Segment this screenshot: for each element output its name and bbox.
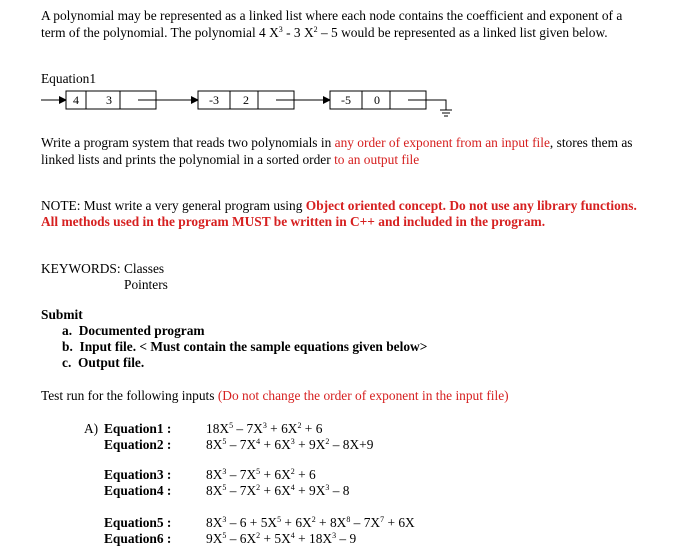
exponent: 7 bbox=[380, 515, 385, 524]
term-text: + 6X bbox=[384, 515, 415, 530]
keywords-label: KEYWORDS: Classes bbox=[41, 261, 165, 276]
exponent: 5 bbox=[277, 515, 282, 524]
term-text: 8X bbox=[206, 515, 223, 530]
exponent: 3 bbox=[262, 421, 267, 430]
exponent: 5 bbox=[222, 483, 227, 492]
task-line-1-red: any order of exponent from an input file bbox=[334, 135, 550, 150]
node-1-coef: 4 bbox=[73, 93, 79, 107]
submit-title: Submit bbox=[41, 307, 83, 322]
exponent: 2 bbox=[256, 531, 261, 540]
term-text: + 6X bbox=[260, 467, 291, 482]
intro-line-2-pre: term of the polynomial. The polynomial 4 X bbox=[41, 25, 279, 40]
exponent: 3 bbox=[332, 531, 337, 540]
intro-exp-2: 2 bbox=[313, 25, 318, 34]
exponent: 5 bbox=[256, 467, 261, 476]
testrun-red: (Do not change the order of exponent in the input file) bbox=[217, 388, 509, 403]
eq5-expression bbox=[206, 515, 415, 531]
submit-item-b bbox=[62, 339, 427, 355]
node-2-exp: 2 bbox=[243, 93, 249, 107]
term-text: – 6X bbox=[226, 531, 257, 546]
node-3-exp: 0 bbox=[374, 93, 380, 107]
note-line-2: All methods used in the program MUST be written in C++ and included in the program. bbox=[41, 214, 546, 229]
node-1 bbox=[66, 91, 198, 109]
term-text: – 7X bbox=[226, 483, 257, 498]
exponent: 5 bbox=[222, 531, 227, 540]
eq1-label bbox=[104, 421, 171, 437]
term-text: + 6X bbox=[281, 515, 312, 530]
term-text: – 7X bbox=[226, 467, 257, 482]
eq5-colon: : bbox=[166, 515, 172, 530]
exponent: 3 bbox=[325, 483, 330, 492]
note-red-1: Object oriented concept. Do not use any library functions. bbox=[305, 198, 637, 213]
term-text: 8X bbox=[206, 467, 223, 482]
term-text: + 9X bbox=[294, 483, 326, 498]
exponent: 5 bbox=[229, 421, 234, 430]
node-2-coef: -3 bbox=[209, 93, 219, 107]
submit-text-a: Documented program bbox=[78, 323, 205, 338]
exponent: 4 bbox=[290, 531, 295, 540]
eq2-colon: : bbox=[166, 437, 172, 452]
term-text: – 6 + 5X bbox=[226, 515, 278, 530]
term-text: + 9X bbox=[294, 437, 326, 452]
term-text: 18X bbox=[206, 421, 230, 436]
term-text: – 7X bbox=[233, 421, 263, 436]
eq6-expression bbox=[206, 531, 356, 547]
term-text: + 6 bbox=[301, 421, 323, 436]
term-text: 8X bbox=[206, 483, 223, 498]
intro-line-1: A polynomial may be represented as a linked list where each node contains the coefficient and exponent of a bbox=[41, 8, 623, 23]
node-2 bbox=[198, 91, 330, 109]
term-text: – 8 bbox=[329, 483, 350, 498]
note-prefix: NOTE: Must write a very general program using bbox=[41, 198, 306, 213]
term-text: + 6X bbox=[260, 437, 291, 452]
diagram-label: Equation1 bbox=[41, 71, 97, 86]
term-text: + 8X bbox=[315, 515, 347, 530]
task-line-2 bbox=[41, 152, 419, 168]
intro-line-2-mid: - 3 X bbox=[282, 25, 314, 40]
eq1-expression bbox=[206, 421, 322, 437]
keywords-pointers: Pointers bbox=[124, 277, 168, 292]
intro-line-2-post: – 5 would be represented as a linked list given below. bbox=[317, 25, 608, 40]
exponent: 3 bbox=[222, 467, 227, 476]
submit-item-a bbox=[62, 323, 205, 339]
eq3-label-text: Equation3 bbox=[104, 467, 164, 482]
eq2-label bbox=[104, 437, 171, 453]
eq6-label bbox=[104, 531, 171, 547]
submit-item-c bbox=[62, 355, 144, 371]
submit-marker-b: b. bbox=[62, 339, 73, 354]
eq4-expression bbox=[206, 483, 349, 499]
exponent: 5 bbox=[222, 437, 227, 446]
note-line-1 bbox=[41, 198, 637, 214]
term-text: 9X bbox=[206, 531, 223, 546]
term-text: 8X bbox=[206, 437, 223, 452]
exponent: 2 bbox=[256, 483, 261, 492]
term-text: – 8X+9 bbox=[329, 437, 374, 452]
testrun-pre: Test run for the following inputs bbox=[41, 388, 218, 403]
submit-text-b: Input file. < Must contain the sample equations given below> bbox=[79, 339, 428, 354]
term-text: – 7X bbox=[226, 437, 257, 452]
exponent: 2 bbox=[325, 437, 330, 446]
eq6-label-text: Equation6 bbox=[104, 531, 164, 546]
node-3-coef: -5 bbox=[341, 93, 351, 107]
exponent: 3 bbox=[222, 515, 227, 524]
exponent: 3 bbox=[290, 437, 295, 446]
task-line-1-pre: Write a program system that reads two polynomials in bbox=[41, 135, 335, 150]
term-text: + 6X bbox=[260, 483, 291, 498]
exponent: 8 bbox=[346, 515, 351, 524]
task-line-2-red: to an output file bbox=[334, 152, 420, 167]
term-text: + 6X bbox=[266, 421, 298, 436]
term-text: – 9 bbox=[336, 531, 357, 546]
task-line-1-post: , stores them as bbox=[549, 135, 633, 150]
exponent: 2 bbox=[290, 467, 295, 476]
submit-marker-a: a. bbox=[62, 323, 73, 338]
eq2-label-text: Equation2 bbox=[104, 437, 164, 452]
eq3-colon: : bbox=[166, 467, 172, 482]
eq5-label-text: Equation5 bbox=[104, 515, 164, 530]
testrun-line bbox=[41, 388, 509, 404]
exponent: 2 bbox=[297, 421, 302, 430]
intro-exp-1: 3 bbox=[278, 25, 283, 34]
eq1-colon: : bbox=[166, 421, 172, 436]
eq3-label bbox=[104, 467, 171, 483]
term-text: + 6 bbox=[294, 467, 316, 482]
exponent: 4 bbox=[256, 437, 261, 446]
submit-text-c: Output file. bbox=[78, 355, 145, 370]
task-line-1 bbox=[41, 135, 632, 151]
submit-marker-c: c. bbox=[62, 355, 72, 370]
term-text: + 18X bbox=[294, 531, 333, 546]
exponent: 2 bbox=[311, 515, 316, 524]
eq6-colon: : bbox=[166, 531, 172, 546]
equations-prefix: A) bbox=[84, 421, 99, 436]
task-line-2-pre: linked lists and prints the polynomial in a sorted order bbox=[41, 152, 335, 167]
linked-list-diagram bbox=[0, 0, 700, 130]
eq5-label bbox=[104, 515, 171, 531]
node-1-exp: 3 bbox=[106, 93, 112, 107]
eq2-expression bbox=[206, 437, 373, 453]
term-text: – 7X bbox=[350, 515, 381, 530]
exponent: 4 bbox=[290, 483, 295, 492]
eq4-label bbox=[104, 483, 171, 499]
term-text: + 5X bbox=[260, 531, 291, 546]
eq4-label-text: Equation4 bbox=[104, 483, 164, 498]
eq1-label-text: Equation1 bbox=[104, 421, 164, 436]
eq3-expression bbox=[206, 467, 316, 483]
node-3 bbox=[330, 91, 452, 116]
eq4-colon: : bbox=[166, 483, 172, 498]
